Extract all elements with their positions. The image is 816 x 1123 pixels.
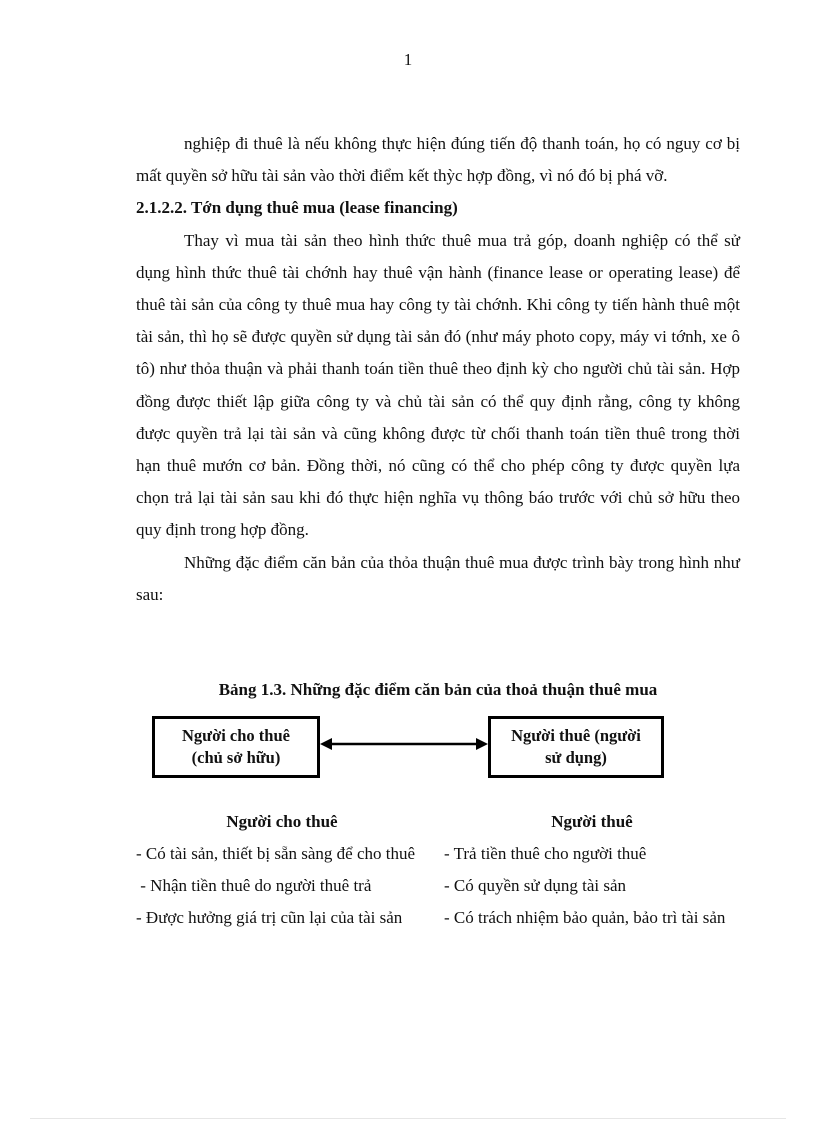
lessor-box-line-2: (chủ sở hữu) bbox=[191, 748, 281, 767]
lessee-box bbox=[488, 716, 664, 778]
table-title: Bảng 1.3. Những đặc điểm căn bản của thoả thuận thuê mua bbox=[218, 680, 658, 699]
lessor-column bbox=[136, 806, 418, 934]
lessee-column bbox=[444, 806, 740, 934]
lessee-box-line-1: Người thuê (người bbox=[511, 726, 641, 745]
lessee-item: - Có trách nhiệm bảo quản, bảo trì tài sản bbox=[444, 908, 726, 927]
page-number: 1 bbox=[403, 50, 413, 69]
paragraph-3: Những đặc điểm căn bản của thỏa thuận thuê mua được trình bày trong hình như sau: bbox=[136, 552, 740, 604]
lessor-column-heading: Người cho thuê bbox=[226, 812, 338, 831]
section-heading: 2.1.2.2. Tớn dụng thuê mua (lease financing) bbox=[136, 198, 458, 218]
lessee-item: - Trả tiền thuê cho người thuê bbox=[444, 844, 647, 863]
paragraph-2: Thay vì mua tài sản theo hình thức thuê mua trả góp, doanh nghiệp có thể sử dụng hình thức thuê tài chớnh hay thuê vận hành (finance lease or operating lease) để thuê tài sản của công ty thuê mua hay công ty tài chớnh. Khi công ty tiến hành thuê một tài sản, thì họ sẽ được quyền sử dụng tài sản đó (như máy photo copy, máy vi tớnh, xe ô tô) như thỏa thuận và phải thanh toán tiền thuê theo định kỳ cho người chủ tài sản. Hợp đồng được thiết lập giữa công ty và chủ tài sản có thể quy định rằng, công ty không được quyền trả lại tài sản và cũng không được từ chối thanh toán tiền thuê trong thời hạn thuê mướn cơ bản. Đồng thời, nó cũng có thể cho phép công ty được quyền lựa chọn trả lại tài sản sau khi đó thực hiện nghĩa vụ thông báo trước với chủ sở hữu theo quy định trong hợp đồng. bbox=[136, 230, 740, 540]
lessor-item: - Nhận tiền thuê do người thuê trả bbox=[136, 876, 372, 895]
lessor-box bbox=[152, 716, 320, 778]
paragraph-1: nghiệp đi thuê là nếu không thực hiện đúng tiến độ thanh toán, họ có nguy cơ bị mất quyền sở hữu tài sản vào thời điểm kết thỳc hợp đồng, vì nó đó bị phá vỡ. bbox=[136, 134, 740, 186]
body-text bbox=[136, 128, 740, 611]
lessee-item: - Có quyền sử dụng tài sản bbox=[444, 876, 627, 895]
lessee-column-heading: Người thuê bbox=[551, 812, 633, 831]
lessee-box-line-2: sử dụng) bbox=[545, 748, 607, 767]
double-arrow-icon bbox=[320, 737, 488, 751]
page-bottom-divider bbox=[30, 1118, 786, 1119]
lessor-item: - Có tài sản, thiết bị sẵn sàng để cho thuê bbox=[136, 844, 416, 863]
lessor-item: - Được hưởng giá trị cũn lại của tài sản bbox=[136, 908, 403, 927]
lessor-box-line-1: Người cho thuê bbox=[182, 726, 290, 745]
